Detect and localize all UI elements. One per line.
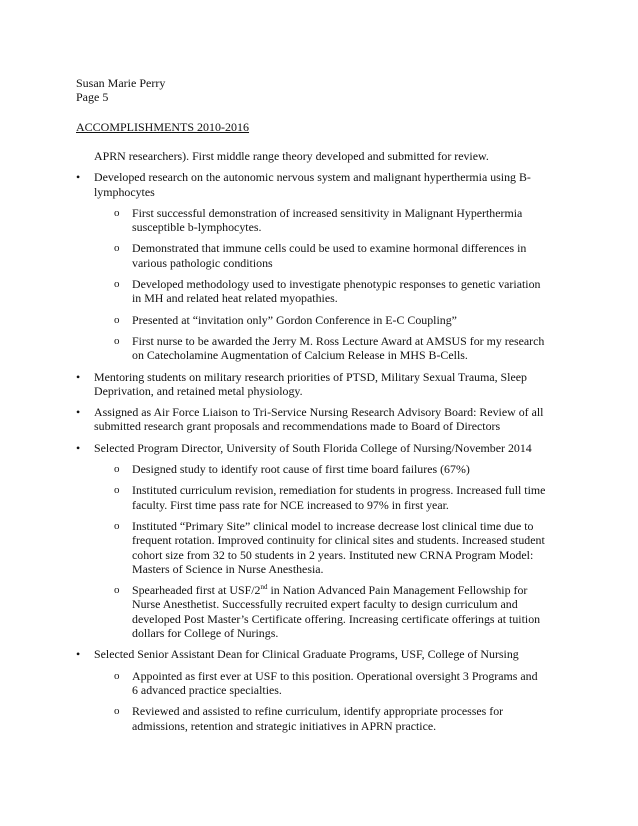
bullet-text: Developed research on the autonomic nervous system and malignant hyperthermia using B-lymphocytes (94, 170, 531, 199)
page-number: Page 5 (76, 90, 109, 104)
sub-marker: o (114, 334, 120, 347)
continuation-text: APRN researchers). First middle range theory developed and submitted for review. (94, 149, 489, 163)
sub-text: Instituted “Primary Site” clinical model to increase decrease lost clinical time due to frequent rotation. Improved continuity for clinical sites and students. Increased student cohort size from 32 to 50 students in 2 years. Instituted new CRNA Program Model: Masters of Science in Nurse Anesthesia. (132, 518, 545, 576)
sub-item (76, 313, 546, 327)
ordinal-superscript: nd (260, 583, 268, 592)
bullet-text: Selected Program Director, University of South Florida College of Nursing/November 2014 (94, 440, 532, 455)
sub-item (76, 241, 546, 270)
sub-marker: o (114, 519, 120, 532)
bullet-item (76, 405, 546, 434)
sub-marker: o (114, 278, 120, 291)
sub-item (76, 583, 546, 640)
bullet-item (76, 170, 546, 199)
sub-marker: o (114, 584, 120, 597)
sub-marker: o (114, 313, 120, 326)
bullet-marker: • (76, 170, 81, 185)
sub-item (76, 704, 546, 733)
bullet-marker: • (76, 440, 81, 455)
sub-item (76, 206, 546, 235)
bullet-item (76, 647, 546, 661)
bullet-marker: • (76, 647, 81, 662)
sub-item (76, 462, 546, 476)
sub-text (132, 583, 546, 640)
sub-item (76, 334, 546, 363)
page-header (76, 76, 165, 104)
sub-text-rest: in Nation Advanced Pain Management Fellowship for Nurse Anesthetist. Successfully recruited expert faculty to design curriculum and developed Post Master’s Certificate offering. Increasing certificate offerings at tuition dollars for College of Nurings. (132, 583, 541, 641)
sub-text: Designed study to identify root cause of first time board failures (67%) (132, 462, 470, 477)
bullet-text: Selected Senior Assistant Dean for Clinical Graduate Programs, USF, College of Nursing (94, 647, 519, 662)
sub-text: Developed methodology used to investigate phenotypic responses to genetic variation in MH and related heat related myopathies. (132, 277, 541, 306)
bullet-marker: • (76, 405, 81, 420)
bullet-marker: • (76, 369, 81, 384)
sub-item (76, 277, 546, 306)
bullet-text: Mentoring students on military research priorities of PTSD, Military Sexual Trauma, Sleep Deprivation, and retained metal physiology. (94, 369, 527, 398)
sub-marker: o (114, 463, 120, 476)
sub-text: Demonstrated that immune cells could be used to examine hormonal differences in various pathologic conditions (132, 241, 527, 270)
sub-marker: o (114, 206, 120, 219)
sub-text-start: Spearheaded first at USF/2 (132, 583, 261, 598)
sub-item (76, 519, 546, 576)
sub-text: Instituted curriculum revision, remediation for students in progress. Increased full time faculty. First time pass rate for NCE increased to 97% in first year. (132, 483, 546, 512)
sub-marker: o (114, 705, 120, 718)
sub-text: First successful demonstration of increased sensitivity in Malignant Hyperthermia susceptible b-lymphocytes. (132, 205, 523, 235)
sub-marker: o (114, 484, 120, 497)
sub-text: Presented at “invitation only” Gordon Conference in E-C Coupling” (132, 312, 457, 327)
sub-text: Appointed as first ever at USF to this position. Operational oversight 3 Programs and 6 advanced practice specialties. (132, 668, 538, 697)
sub-text: Reviewed and assisted to refine curriculum, identify appropriate processes for admissions, retention and strategic initiatives in APRN practice. (132, 704, 504, 733)
section-title: ACCOMPLISHMENTS 2010-2016 (76, 120, 250, 134)
sub-marker: o (114, 242, 120, 255)
sub-item (76, 483, 546, 512)
sub-text: First nurse to be awarded the Jerry M. Ross Lecture Award at AMSUS for my research on Catecholamine Augmentation of Calcium Release in MHS B-Cells. (132, 333, 545, 363)
bullet-item (76, 370, 546, 399)
author-name: Susan Marie Perry (76, 76, 166, 90)
sub-marker: o (114, 669, 120, 682)
bullet-text: Assigned as Air Force Liaison to Tri-Service Nursing Research Advisory Board: Review of all submitted research grant proposals and recommendations made to Board of Directors (94, 405, 544, 434)
sub-item (76, 669, 546, 698)
bullet-item (76, 441, 546, 455)
document-body (76, 149, 546, 740)
